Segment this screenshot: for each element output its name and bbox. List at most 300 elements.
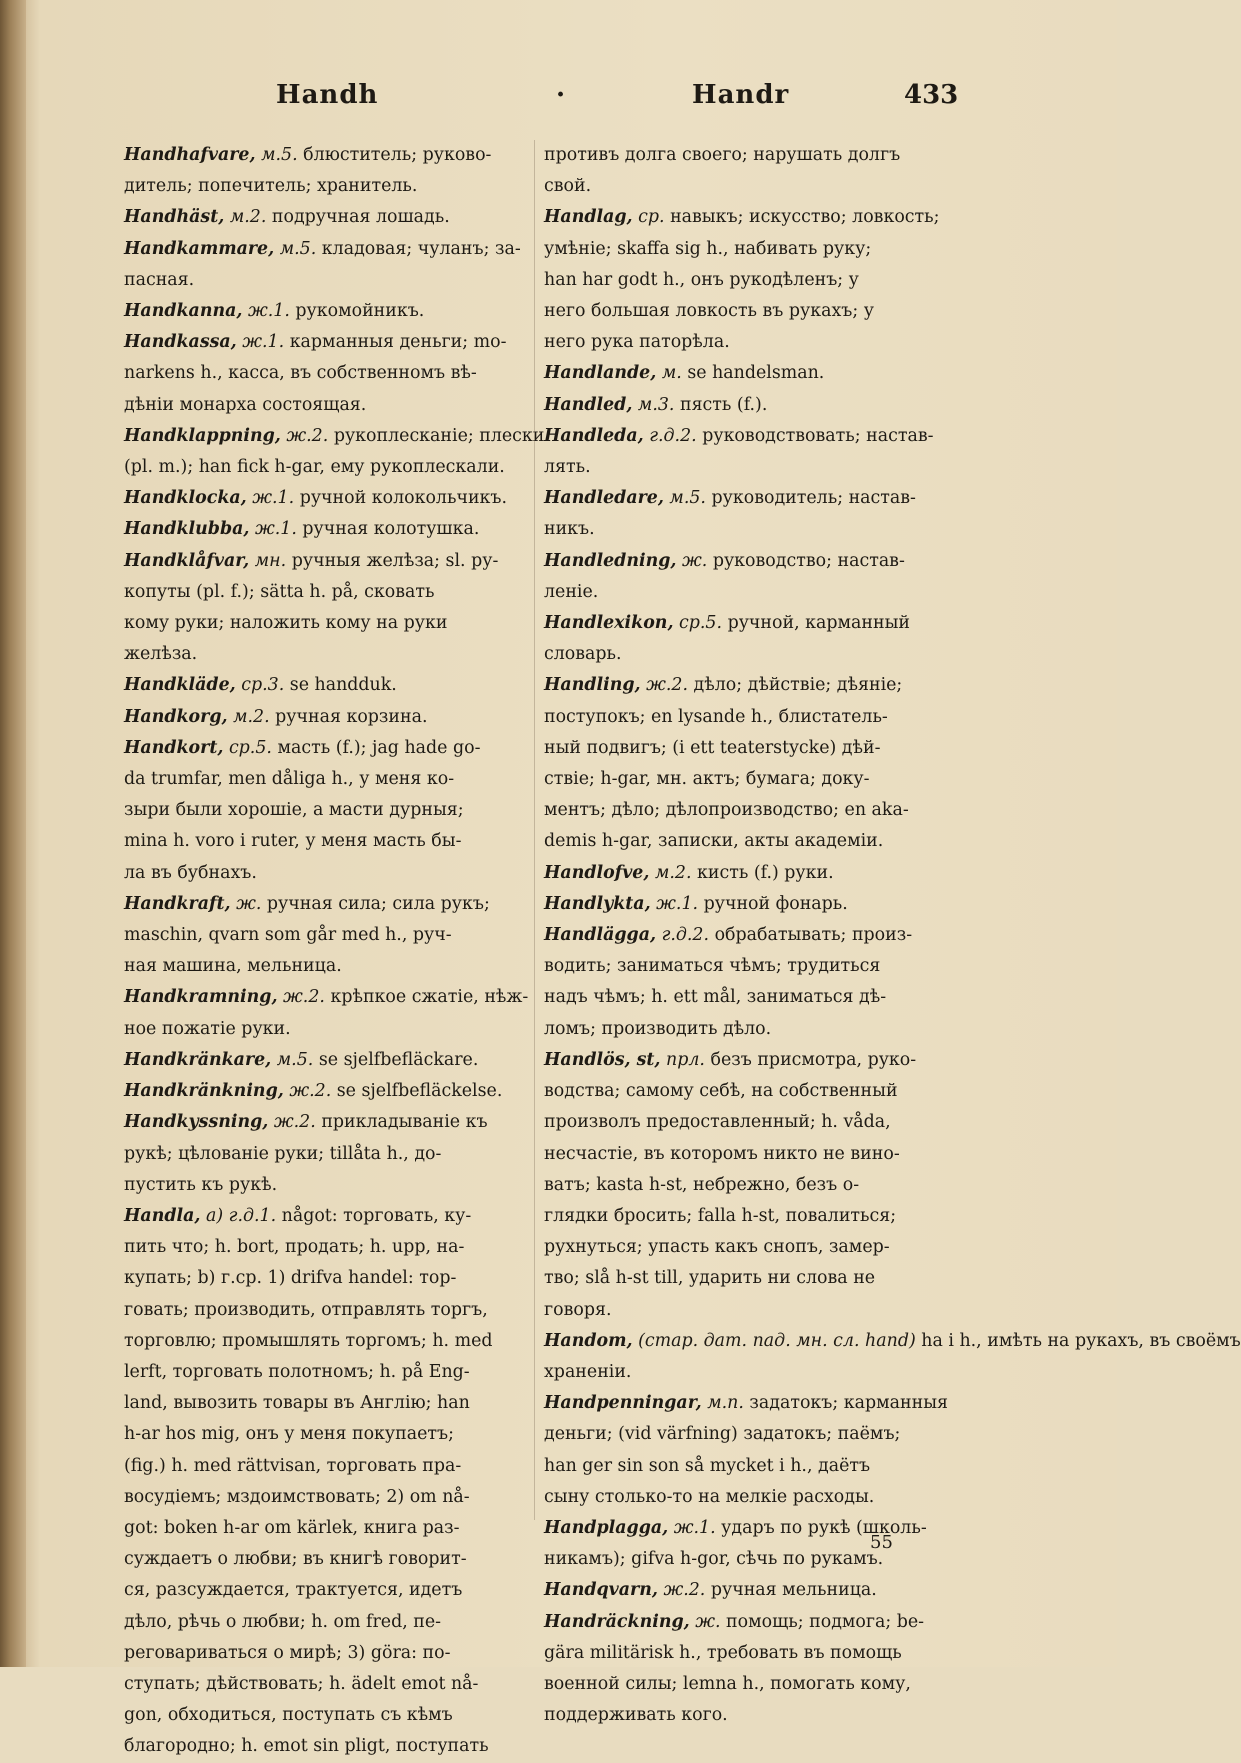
definition-text: дѣло; дѣйствіе; дѣяніе; [693,675,903,696]
definition-text: него большая ловкость въ рукахъ; у [544,301,874,322]
entry-line [544,1607,944,1638]
definition-text: восудіемъ; мздоимствовать; 2) om nå- [124,1486,470,1507]
definition-text: реговариваться о мирѣ; 3) göra: по- [124,1642,451,1663]
column-divider [534,140,535,1520]
dictionary-entry [124,1076,524,1107]
headword: Handplagga, [544,1517,669,1538]
entry-line [124,296,524,327]
entry-line [544,858,944,889]
definition-text: военной силы; lemna h., помогать кому, [544,1673,911,1694]
definition-text: da trumfar, men dåliga h., у меня ко- [124,769,455,790]
definition-text: пустить къ рукѣ. [124,1174,278,1195]
dictionary-entry [124,140,524,202]
definition-text: se sjelfbefläckelse. [336,1081,503,1102]
headword: Handräckning, [544,1611,690,1632]
definition-text: зыри были хорошіе, а масти дурныя; [124,800,464,821]
definition-text: говать; производить, отправлять торгъ, [124,1299,488,1320]
header-left-guide-word: Handh [276,80,379,110]
definition-text: желѣза. [124,644,198,665]
definition-text: рукомойникъ. [295,301,425,322]
definition-text: ный подвигъ; (i ett teaterstycke) дѣй- [544,737,881,758]
entry-line [124,140,524,171]
entry-line [124,1482,524,1513]
dictionary-entry [124,1045,524,1076]
grammar-label: м.5. [276,1049,314,1070]
entry-line [544,1482,944,1513]
entry-line [544,1232,944,1263]
entry-line [124,858,524,889]
headword: Handom, [544,1330,633,1351]
grammar-label: м.п. [707,1393,744,1414]
dictionary-entry [544,1326,1241,1388]
grammar-label: м.5. [669,488,706,509]
entry-line [124,920,524,951]
entry-line [124,171,524,202]
headword: Handqvarn, [544,1580,658,1601]
dictionary-entry [544,670,944,857]
definition-text: ломъ; производить дѣло. [544,1018,772,1039]
grammar-label: ж. [236,893,262,914]
definition-text: него рука паторѣла. [544,332,730,353]
definition-text: mina h. voro i ruter, у меня масть бы- [124,831,462,852]
definition-text: руководство; настав- [712,550,905,571]
grammar-label: м.3. [637,394,675,415]
definition-text: ватъ; kasta h-st, небрежно, безъ о- [544,1174,860,1195]
headword: Handkläde, [124,675,236,696]
headword: Handkorg, [124,706,228,727]
entry-line [544,889,944,920]
entry-line [544,546,944,577]
signature-mark: 55 [870,1532,893,1553]
dictionary-entry [124,234,524,296]
grammar-label: г.д.2. [649,425,697,446]
definition-text: леніе. [544,581,599,602]
entry-line [544,1326,1241,1357]
grammar-label: ж. [681,550,708,571]
entry-line [124,1076,524,1107]
grammar-label: ср. [638,207,665,228]
entry-line [544,358,944,389]
headword: Handkränkning, [124,1081,284,1102]
definition-text: блюститель; руково- [303,145,492,165]
definition-text: задатокъ; карманныя [749,1393,949,1414]
dictionary-entry [544,140,944,202]
definition-text: (pl. m.); han fick h-gar, ему рукоплескали. [124,457,505,478]
dictionary-entry [124,514,524,545]
definition-text: помощь; подмога; be- [726,1611,925,1632]
headword: Handkränkare, [124,1049,272,1070]
definition-text: произволъ предоставленный; h. våda, [544,1112,891,1133]
definition-text: рукѣ; цѣлованіе руки; tillåta h., до- [124,1143,442,1164]
left-column [124,140,545,1763]
grammar-label: ж. [695,1611,721,1632]
entry-line [544,483,944,514]
headword: Handklubba, [124,519,250,540]
definition-text: пить что; h. bort, продать; h. upp, на- [124,1237,465,1258]
grammar-label: ж.1. [252,488,295,509]
definition-text: прикладываніе къ [321,1112,488,1133]
definition-text: lerft, торговать полотномъ; h. på Eng- [124,1361,470,1382]
page-number: 433 [904,80,959,110]
definition-text: ручной колокольчикъ. [299,488,507,509]
entry-line [544,1045,944,1076]
entry-line [124,514,524,545]
definition-text: gära militärisk h., требовать въ помощь [544,1642,902,1663]
entry-line [544,265,944,296]
headword: Handpenningar, [544,1393,702,1414]
definition-text: подручная лошадь. [271,207,450,228]
grammar-label: ж.1. [673,1517,716,1538]
dictionary-entry [544,1575,944,1606]
book-spine-shadow [0,0,26,1667]
entry-line [124,826,524,857]
definition-text: благородно; h. emot sin pligt, поступать [124,1736,489,1757]
entry-line [124,546,524,577]
definition-text: несчастіе, въ которомъ никто не вино- [544,1143,900,1164]
definition-text: карманныя деньги; mo- [289,332,507,353]
dictionary-entry [544,920,944,1045]
header-right-guide-word: Handr [692,80,790,110]
grammar-label: ж.2. [273,1112,316,1133]
definition-text: безъ присмотра, руко- [710,1049,917,1070]
definition-text: тво; slå h-st till, ударить ни слова не [544,1268,876,1289]
entry-line [124,1731,524,1762]
entry-line [544,608,944,639]
definition-text: (fig.) h. med rättvisan, торговать пра- [124,1455,462,1476]
definition-text: ручная корзина. [275,706,428,727]
headword: Handkyssning, [124,1112,269,1133]
definition-text: ся, разсуждается, трактуется, идетъ [124,1580,463,1601]
entry-line [544,764,944,795]
definition-text: торговлю; промышлять торгомъ; h. med [124,1330,493,1351]
dictionary-entry [544,1045,944,1326]
entry-line [124,951,524,982]
entry-line [124,1575,524,1606]
dictionary-entry [544,1388,949,1513]
grammar-label: ж.2. [663,1580,706,1601]
entry-line [544,202,944,233]
definition-text: land, вывозить товары въ Англію; han [124,1393,470,1414]
grammar-label: ср.5. [228,737,272,758]
right-column [544,140,1241,1731]
grammar-label: ж.1. [254,519,297,540]
dictionary-entry [544,358,944,389]
headword: Handledning, [544,550,677,571]
grammar-label: ж.2. [286,425,329,446]
grammar-label: a) г.д.1. [205,1205,277,1226]
entry-line [124,1232,524,1263]
grammar-label: г.д.2. [661,925,710,946]
dictionary-entry [124,421,545,483]
dictionary-entry [124,1201,524,1763]
dictionary-entry [544,202,944,358]
dictionary-entry [124,982,529,1044]
headword: Handhafvare, [124,145,256,165]
definition-text: глядки бросить; falla h-st, повалиться; [544,1205,897,1226]
entry-line [124,1263,524,1294]
definition-text: han har godt h., онъ рукодѣленъ; у [544,269,859,290]
entry-line [124,1326,524,1357]
entry-line [544,1139,944,1170]
entry-line [544,514,944,545]
entry-line [124,1170,524,1201]
entry-line [124,1451,524,1482]
entry-line [124,889,524,920]
entry-line [124,452,524,483]
dictionary-entry [544,421,944,483]
definition-text: se handduk. [289,675,397,696]
entry-line [124,1139,524,1170]
entry-line [124,764,524,795]
definition-text: свой. [544,176,592,197]
headword: Handkassa, [124,332,237,353]
grammar-label: мн. [254,550,287,571]
entry-line [544,1107,944,1138]
dictionary-entry [124,670,524,701]
entry-line [544,1201,944,1232]
grammar-label: м.2. [229,207,267,228]
definition-text: ручная колотушка. [302,519,480,540]
definition-text: ное пожатіе руки. [124,1018,291,1039]
headword: Handhäst, [124,207,225,228]
definition-text: надъ чѣмъ; h. ett mål, заниматься дѣ- [544,987,887,1008]
headword: Handling, [544,675,641,696]
entry-line [124,608,524,639]
definition-text: ная машина, мельница. [124,956,342,977]
dictionary-entry [544,483,944,545]
headword: Handlofve, [544,862,650,883]
definition-text: говоря. [544,1299,612,1320]
entry-line [544,1170,944,1201]
entry-line [544,577,944,608]
definition-text: ударъ по рукѣ (школь- [721,1517,927,1538]
dictionary-entry [124,327,524,421]
entry-line [124,234,524,265]
entry-line [124,1513,524,1544]
dictionary-entry [124,296,524,327]
entry-line [544,390,944,421]
grammar-label: (стар. дат. пад. мн. сл. hand) [638,1330,916,1351]
definition-text: ha i h., имѣть на рукахъ, въ своёмъ [921,1330,1241,1351]
headword: Handlägga, [544,925,657,946]
entry-line [544,1700,944,1731]
grammar-label: ср.5. [679,613,723,634]
definition-text: ручная мельница. [710,1580,877,1601]
definition-text: дѣніи монарха состоящая. [124,394,367,415]
entry-line [124,982,529,1013]
entry-line [124,577,524,608]
dictionary-entry [124,1107,524,1201]
definition-text: ступать; дѣйствовать; h. ädelt emot nå- [124,1673,479,1694]
definition-text: руководствовать; настав- [702,425,934,446]
entry-line [124,1388,524,1419]
grammar-label: ж.2. [289,1081,332,1102]
definition-text: ручной фонарь. [703,893,848,914]
grammar-label: м.2. [233,706,270,727]
entry-line [124,202,524,233]
grammar-label: м. [661,363,682,384]
definition-text: умѣніе; skaffa sig h., набивать руку; [544,238,872,259]
definition-text: водства; самому себѣ, на собственный [544,1081,898,1102]
dictionary-entry [124,702,524,733]
header-separator: · [556,80,566,110]
entry-line [124,483,524,514]
entry-line [544,733,944,764]
entry-line [544,140,944,171]
headword: Handklåfvar, [124,550,250,571]
definition-text: maschin, qvarn som går med h., руч- [124,925,452,946]
entry-line [544,982,944,1013]
definition-text: got: boken h-ar om kärlek, книга раз- [124,1517,460,1538]
headword: Handlande, [544,363,657,384]
headword: Handkort, [124,737,224,758]
entry-line [544,920,944,951]
definition-text: суждаетъ о любви; въ книгѣ говорит- [124,1549,467,1570]
headword: Handleda, [544,425,644,446]
dictionary-entry [544,858,944,889]
entry-line [124,1638,524,1669]
grammar-label: м.5. [279,238,317,259]
entry-line [124,733,524,764]
entry-line [544,1638,944,1669]
entry-line [124,421,545,452]
definition-text: кладовая; чуланъ; за- [321,238,521,259]
entry-line [544,670,944,701]
definition-text: пасная. [124,269,195,290]
definition-text: противъ долга своего; нарушать долгъ [544,145,901,165]
dictionary-entry [124,733,524,889]
entry-line [124,1419,524,1450]
headword: Handlös, st, [544,1049,661,1070]
entry-line [124,1700,524,1731]
dictionary-entry [124,889,524,983]
definition-text: ручныя желѣза; sl. ру- [291,550,499,571]
definition-text: ментъ; дѣло; дѣлопроизводство; en aka- [544,800,909,821]
definition-text: gon, обходиться, поступать съ кѣмъ [124,1705,453,1726]
entry-line [544,826,944,857]
entry-line [124,390,524,421]
entry-line [544,1575,944,1606]
dictionary-entry [124,202,524,233]
dictionary-entry [544,608,944,670]
headword: Handlykta, [544,893,651,914]
grammar-label: ж.2. [646,675,688,696]
definition-text: никъ. [544,519,595,540]
definition-text: деньги; (vid värfning) задатокъ; паёмъ; [544,1424,901,1445]
entry-line [124,1607,524,1638]
headword: Handkanna, [124,301,243,322]
definition-text: demis h-gar, записки, акты академіи. [544,831,884,852]
entry-line [544,1295,944,1326]
headword: Handkraft, [124,893,231,914]
entry-line [544,951,944,982]
definition-text: сыну столько-то на мелкіе расходы. [544,1486,875,1507]
definition-text: рухнуться; упасть какъ снопъ, замер- [544,1237,890,1258]
entry-line [124,639,524,670]
definition-text: храненіи. [544,1361,632,1382]
entry-line [124,795,524,826]
entry-line [124,327,524,358]
headword: Handlexikon, [544,613,674,634]
grammar-label: ж.1. [656,893,699,914]
dictionary-entry [544,889,944,920]
definition-text: крѣпкое сжатіе, нѣж- [330,987,529,1008]
entry-line [544,1076,944,1107]
entry-line [124,1357,524,1388]
headword: Handled, [544,394,633,415]
entry-line [544,452,944,483]
headword: Handklocka, [124,488,247,509]
headword: Handkammare, [124,238,275,259]
definition-text: копуты (pl. f.); sätta h. på, сковать [124,581,435,602]
definition-text: водить; заниматься чѣмъ; трудиться [544,956,881,977]
grammar-label: ж.1. [242,332,285,353]
definition-text: поступокъ; en lysande h., блистатель- [544,706,888,727]
definition-text: рукоплесканіе; плески [333,425,545,446]
definition-text: поддерживать кого. [544,1705,728,1726]
grammar-label: ж.2. [283,987,325,1008]
definition-text: något: торговать, ку- [281,1205,472,1226]
dictionary-entry [124,546,524,671]
definition-text: дитель; попечитель; хранитель. [124,176,418,197]
entry-line [544,171,944,202]
entry-line [124,702,524,733]
definition-text: обрабатывать; произ- [714,925,913,946]
definition-text: никамъ); gifva h-gor, сѣчь по рукамъ. [544,1549,884,1570]
definition-text: навыкъ; искусство; ловкость; [670,207,940,228]
definition-text: кому руки; наложить кому на руки [124,613,448,634]
entry-line [544,1669,944,1700]
headword: Handla, [124,1205,201,1226]
entry-line [124,1544,524,1575]
entry-line [544,1357,944,1388]
entry-line [544,639,944,670]
entry-line [124,1045,524,1076]
definition-text: пясть (f.). [680,394,768,415]
entry-line [124,1201,524,1232]
dictionary-entry [544,1607,944,1732]
entry-line [124,1107,524,1138]
dictionary-entry [124,483,524,514]
entry-line [124,1669,524,1700]
entry-line [124,670,524,701]
dictionary-entry [544,390,944,421]
entry-line [544,795,944,826]
entry-line [124,265,524,296]
definition-text: se handelsman. [687,363,825,384]
definition-text: лять. [544,457,591,478]
entry-line [124,358,524,389]
entry-line [544,1014,944,1045]
grammar-label: м.5. [261,145,298,165]
definition-text: se sjelfbefläckare. [318,1049,479,1070]
definition-text: han ger sin son så mycket i h., даётъ [544,1455,871,1476]
definition-text: кисть (f.) руки. [697,862,834,883]
definition-text: словарь. [544,644,622,665]
definition-text: ручная сила; сила рукъ; [266,893,490,914]
definition-text: руководитель; настав- [711,488,916,509]
grammar-label: ж.1. [247,301,290,322]
running-header [136,80,967,120]
entry-line [544,702,944,733]
headword: Handlag, [544,207,633,228]
dictionary-entry [544,546,944,608]
entry-line [124,1014,524,1045]
entry-line [544,327,944,358]
headword: Handkramning, [124,987,278,1008]
grammar-label: прл. [666,1049,705,1070]
definition-text: ручной, карманный [727,613,911,634]
